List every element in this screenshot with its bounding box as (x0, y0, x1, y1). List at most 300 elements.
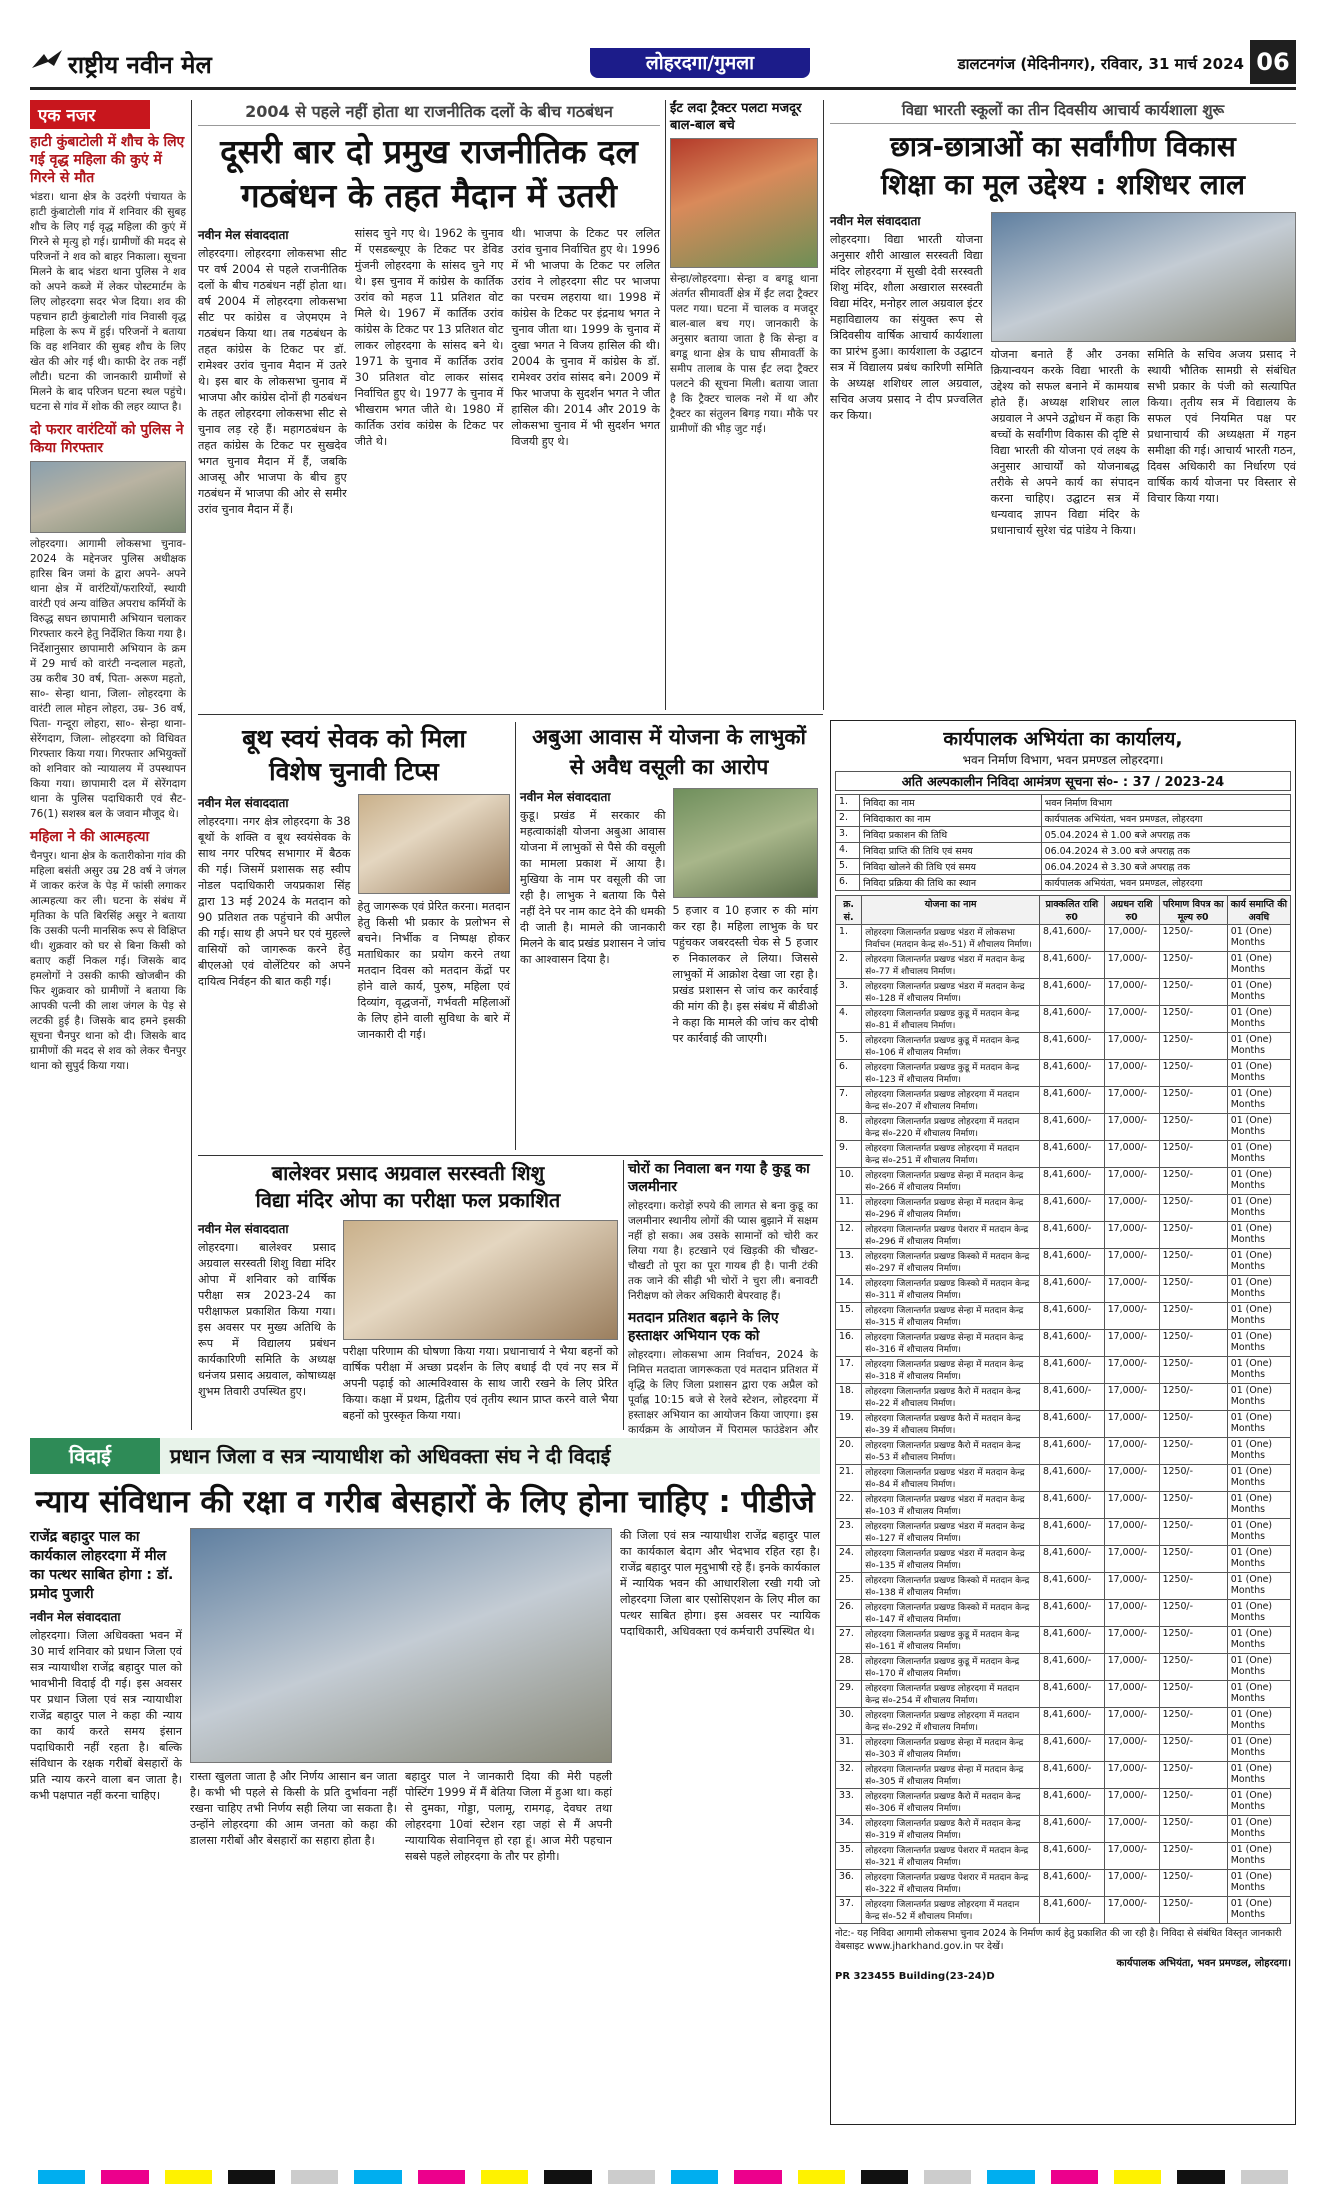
lead-col3: थी। भाजपा के टिकट पर ललित उरांव चुनाव निर्वाचित हुए थे। 1996 में भी भाजपा के टिकट पर ललित उरांव ने लोहरदगा सीट पर भाजपा का परचम लहराया था। 1998 में कांग्रेस के टिकट पर इंद्रनाथ भगत ने चुनाव जीता था। 1999 के चुनाव में दुखा भगत ने विजय हासिल की थी। 2004 के चुनाव में कांग्रेस के डॉ. रामेश्वर उरांव सांसद बने। 2009 में फिर भाजपा के सुदर्शन भगत ने जीत हासिल की। 2014 और 2019 के लोकसभा चुनाव में भी सुदर्शन भगत विजयी हुए थे। (511, 227, 661, 448)
table-cell: 01 (One) Months (1227, 1816, 1290, 1843)
vidai-banner (30, 1438, 820, 1474)
table-cell: लोहरदगा जिलान्तर्गत प्रखण्ड कैरो में मतदान केन्द्र सं०-39 में शौचालय निर्माण। (862, 1411, 1040, 1438)
paper-logo-icon (30, 46, 64, 76)
color-swatch (38, 2170, 85, 2184)
table-cell: 01 (One) Months (1227, 1168, 1290, 1195)
color-swatch (924, 2170, 971, 2184)
chor-story (628, 1160, 818, 1436)
table-cell: 1250/- (1159, 1222, 1227, 1249)
vidai-label: विदाई (69, 1444, 111, 1468)
table-cell: 2. (836, 952, 862, 979)
table-cell: लोहरदगा जिलान्तर्गत प्रखण्ड कैरो में मतदान केन्द्र सं०-22 में शौचालय निर्माण। (862, 1384, 1040, 1411)
table-cell: 17,000/- (1104, 1006, 1159, 1033)
table-cell: 8,41,600/- (1040, 925, 1105, 952)
table-cell: 8,41,600/- (1040, 1303, 1105, 1330)
vidai-side-headline: राजेंद्र बहादुर पाल का कार्यकाल लोहरदगा में मील का पत्थर साबित होगा : डॉ. प्रमोद पुजारी (30, 1529, 174, 1602)
color-swatch (228, 2170, 275, 2184)
table-row (836, 1492, 1291, 1519)
lead-kicker: 2004 से पहले नहीं होता था राजनीतिक दलों के बीच गठबंधन (198, 100, 660, 126)
table-cell: लोहरदगा जिलान्तर्गत प्रखण्ड सेन्हा में मतदान केन्द्र सं०-318 में शौचालय निर्माण। (862, 1357, 1040, 1384)
table-cell: 17,000/- (1104, 1249, 1159, 1276)
table-cell: लोहरदगा जिलान्तर्गत प्रखण्ड भंडरा में मतदान केन्द्र सं०-84 में शौचालय निर्माण। (862, 1465, 1040, 1492)
table-cell: 1250/- (1159, 1546, 1227, 1573)
table-cell: 1250/- (1159, 1654, 1227, 1681)
table-cell: 01 (One) Months (1227, 1681, 1290, 1708)
balesar-headline-2: विद्या मंदिर ओपा का परीक्षा फल प्रकाशित (255, 1188, 561, 1212)
vidai-photo (190, 1528, 612, 1763)
table-cell: लोहरदगा जिलान्तर्गत प्रखण्ड किस्को में मतदान केन्द्र सं०-138 में शौचालय निर्माण। (862, 1573, 1040, 1600)
table-cell: 17,000/- (1104, 1681, 1159, 1708)
table-cell: 7. (836, 1087, 862, 1114)
color-swatch (798, 2170, 845, 2184)
ek-nazar-column (30, 100, 186, 1430)
tender-meta-cell: निविदा प्रकाशन की तिथि (860, 827, 1042, 843)
table-cell: लोहरदगा जिलान्तर्गत प्रखण्ड लोहरदगा में मतदान केन्द्र सं०-220 में शौचालय निर्माण। (862, 1114, 1040, 1141)
table-cell: लोहरदगा जिलान्तर्गत प्रखण्ड भंडरा में लोकसभा निर्वाचन (मतदान केन्द्र सं०-51) में शौचालय निर्माण। (862, 925, 1040, 952)
table-cell: 17,000/- (1104, 1303, 1159, 1330)
table-row (836, 1708, 1291, 1735)
table-cell: 01 (One) Months (1227, 1006, 1290, 1033)
table-cell: 17,000/- (1104, 1357, 1159, 1384)
table-cell: 01 (One) Months (1227, 1600, 1290, 1627)
table-cell: 8,41,600/- (1040, 1519, 1105, 1546)
color-swatch (481, 2170, 528, 2184)
table-row (836, 925, 1291, 952)
color-swatch (1241, 2170, 1288, 2184)
table-cell: 9. (836, 1141, 862, 1168)
table-cell: 1250/- (1159, 1816, 1227, 1843)
section-banner (590, 48, 810, 78)
table-cell: 17,000/- (1104, 1735, 1159, 1762)
color-swatch (1051, 2170, 1098, 2184)
table-cell: 1250/- (1159, 1060, 1227, 1087)
table-cell: 1250/- (1159, 1870, 1227, 1897)
lead-col2: सांसद चुने गए थे। 1962 के चुनाव में एसडब्ल्यूए के टिकट पर डेविड मुंजनी लोहरदगा के सांसद चुने गए थे। इस चुनाव में कांग्रेस के कार्तिक उरांव को महज 11 प्रतिशत वोट मिले थे। 1967 में कार्तिक उरांव कांग्रेस के टिकट पर 13 प्रतिशत वोट लाकर लोहरदगा के सांसद बने थे। 1971 के चुनाव में कार्तिक उरांव 30 प्रतिशत वोट लाकर सांसद निर्वाचित हुए थे। 1977 के चुनाव में भीखराम भगत जीते थे। 1980 में कार्तिक उरांव कांग्रेस के टिकट पर जीते थे। (354, 227, 504, 448)
table-row (836, 1654, 1291, 1681)
vidya-photo (991, 212, 1296, 342)
vidya-byline: नवीन मेल संवाददाता (830, 214, 921, 228)
table-cell: 1250/- (1159, 1249, 1227, 1276)
balesar-headline-1: बालेश्वर प्रसाद अग्रवाल सरस्वती शिशु (271, 1161, 545, 1185)
table-cell: 01 (One) Months (1227, 1222, 1290, 1249)
table-cell: 01 (One) Months (1227, 1276, 1290, 1303)
tender-meta-cell: निविदाकारा का नाम (860, 811, 1042, 827)
table-cell: लोहरदगा जिलान्तर्गत प्रखण्ड सेन्हा में मतदान केन्द्र सं०-315 में शौचालय निर्माण। (862, 1303, 1040, 1330)
table-row (836, 1546, 1291, 1573)
table-row (836, 1195, 1291, 1222)
table-cell: 1250/- (1159, 1114, 1227, 1141)
table-cell: 8,41,600/- (1040, 1600, 1105, 1627)
ek-nazar-story3-headline: महिला ने की आत्महत्या (30, 829, 150, 845)
table-cell: 17,000/- (1104, 1168, 1159, 1195)
table-cell: 01 (One) Months (1227, 1465, 1290, 1492)
table-cell: लोहरदगा जिलान्तर्गत प्रखण्ड पेशरार में मतदान केन्द्र सं०-321 में शौचालय निर्माण। (862, 1843, 1040, 1870)
table-row (836, 1249, 1291, 1276)
table-row (836, 1843, 1291, 1870)
table-cell: 1250/- (1159, 1627, 1227, 1654)
table-cell: 01 (One) Months (1227, 1708, 1290, 1735)
vidai-byline: नवीन मेल संवाददाता (30, 1610, 121, 1624)
table-cell: 1250/- (1159, 1681, 1227, 1708)
lead-story (198, 100, 660, 710)
table-row (836, 1573, 1291, 1600)
table-cell: 1250/- (1159, 1600, 1227, 1627)
table-cell: 17,000/- (1104, 1033, 1159, 1060)
table-cell: 1250/- (1159, 1141, 1227, 1168)
lead-byline: नवीन मेल संवाददाता (198, 228, 289, 242)
table-cell: 8,41,600/- (1040, 1411, 1105, 1438)
tender-meta-cell: 5. (836, 859, 860, 875)
abua-col1: कुडू। प्रखंड में सरकार की महत्वाकांक्षी योजना अबुआ आवास योजना में लाभुकों से पैसे की वसूली का मामला प्रकाश में आया है। मुखिया के नाम पर वसूली की जा रही है। लाभुक ने बताया कि पैसे नहीं देने पर नाम काट देने की धमकी दी जाती है। मामले की जानकारी मिलने के बाद प्रखंड प्रशासन ने जांच का आश्वासन दिया है। (520, 809, 666, 966)
table-cell: 8,41,600/- (1040, 1789, 1105, 1816)
abua-headline-1: अबुआ आवास में योजना के लाभुकों (532, 725, 806, 749)
table-cell: 17,000/- (1104, 1141, 1159, 1168)
table-row (836, 1303, 1291, 1330)
table-cell: 01 (One) Months (1227, 1249, 1290, 1276)
table-cell: लोहरदगा जिलान्तर्गत प्रखण्ड कुडू में मतदान केन्द्र सं०-81 में शौचालय निर्माण। (862, 1006, 1040, 1033)
table-cell: 8,41,600/- (1040, 1627, 1105, 1654)
lead-headline-2: गठबंधन के तहत मैदान में उतरी (241, 176, 617, 215)
table-cell: लोहरदगा जिलान्तर्गत प्रखण्ड किस्को में मतदान केन्द्र सं०-311 में शौचालय निर्माण। (862, 1276, 1040, 1303)
table-row (836, 1033, 1291, 1060)
table-cell: लोहरदगा जिलान्तर्गत प्रखण्ड लोहरदगा में मतदान केन्द्र सं०-254 में शौचालय निर्माण। (862, 1681, 1040, 1708)
table-cell: 01 (One) Months (1227, 1438, 1290, 1465)
abua-story (520, 722, 818, 1150)
table-cell: 01 (One) Months (1227, 1870, 1290, 1897)
table-row (836, 1411, 1291, 1438)
table-cell: 10. (836, 1168, 862, 1195)
table-cell: 17,000/- (1104, 952, 1159, 979)
table-cell: 01 (One) Months (1227, 1384, 1290, 1411)
table-cell: 15. (836, 1303, 862, 1330)
booth-col2: हेतु जागरूक एवं प्रेरित करना। मतदान हेतु किसी भी प्रकार के प्रलोभन से बचने। निर्भीक व निष्पक्ष होकर मताधिकार का प्रयोग करने तथा मतदान दिवस को मतदान केंद्रों पर होने वाले कार्य, पुरुष, महिला एवं दिव्यांग, वृद्धजनों, गर्भवती महिलाओं के लिए होने वाली सुविधा के बारे में जानकारी दी गई। (357, 900, 510, 1041)
table-cell: 1250/- (1159, 1276, 1227, 1303)
table-row (836, 1519, 1291, 1546)
table-row (836, 1330, 1291, 1357)
table-row (836, 1087, 1291, 1114)
table-cell: 1250/- (1159, 1789, 1227, 1816)
table-cell: 1250/- (1159, 1330, 1227, 1357)
table-cell: 17,000/- (1104, 1384, 1159, 1411)
table-cell: 1250/- (1159, 1762, 1227, 1789)
ek-nazar-story2-body: लोहरदगा। आगामी लोकसभा चुनाव- 2024 के मद्देनजर पुलिस अधीक्षक हारिस बिन जमां के द्वारा अपने- अपने थाना क्षेत्र में वारंटियों/फरारियों, स्थायी वारंटी एवं अन्य वांछित अपराध कर्मियों के विरुद्ध सघन छापामारी अभियान चलाकर गिरफ्तार करने हेतु निर्देशित किया गया है। निर्देशानुसार छापामारी अभियान के क्रम में 29 मार्च को वारंटी नन्दलाल महतो, उम्र करीब 30 वर्ष, पिता- अरूण महतो, सा०- सेन्हा थाना, जिला- लोहरदगा के वारंटी लाल मोहन लोहरा, उम्र- 36 वर्ष, पिता- गन्दूरा लोहरा, सा०- सेन्हा थाना- सेरेंगदाग, जिला- लोहरदगा को विधिवत गिरफ्तार किया गया। गिरफ्तार अभियुक्तों को शनिवार को न्यायालय में उपस्थापन किया गया। छापामारी दल में सेरेंगदाग थाना के पुलिस पदाधिकारी एवं सैट- 76(1) सशस्त्र बल के जवान मौजूद थे। (30, 538, 186, 820)
color-swatch (165, 2170, 212, 2184)
table-cell: 1250/- (1159, 1492, 1227, 1519)
tractor-body: सेन्हा/लोहरदगा। सेन्हा व बगडू थाना अंतर्गत सीमावर्ती क्षेत्र में ईंट लदा ट्रैक्टर पलट गया। घटना में चालक व मजदूर बाल-बाल बच गए। जानकारी के अनुसार बताया जाता है कि सेन्हा व बगडू थाना क्षेत्र के घाघ सीमावर्ती के समीप तालाब के पास ईंट लदा ट्रैक्टर पलटने की सूचना मिली। बताया जाता है कि ट्रैक्टर चालक नशे में था और ट्रैक्टर का संतुलन बिगड़ गया। मौके पर ग्रामीणों की भीड़ जुट गई। (670, 273, 818, 435)
table-cell: 1250/- (1159, 1573, 1227, 1600)
table-cell: 8,41,600/- (1040, 1060, 1105, 1087)
table-cell: 01 (One) Months (1227, 1735, 1290, 1762)
color-swatch (671, 2170, 718, 2184)
lead-headline-1: दूसरी बार दो प्रमुख राजनीतिक दल (220, 132, 638, 171)
table-cell: 17,000/- (1104, 1330, 1159, 1357)
table-cell: 01 (One) Months (1227, 1843, 1290, 1870)
table-row (836, 1816, 1291, 1843)
table-row (836, 1627, 1291, 1654)
tender-meta-cell: निविदा खोलने की तिथि एवं समय (860, 859, 1042, 875)
table-cell: 1250/- (1159, 1033, 1227, 1060)
table-cell: 17,000/- (1104, 925, 1159, 952)
table-cell: 17,000/- (1104, 1654, 1159, 1681)
table-row (836, 1222, 1291, 1249)
table-cell: 01 (One) Months (1227, 1033, 1290, 1060)
vidai-kicker (160, 1438, 820, 1474)
tender-meta-cell: कार्यपालक अभियंता, भवन प्रमण्डल, लोहरदगा (1041, 811, 1290, 827)
table-cell: 1250/- (1159, 1843, 1227, 1870)
table-cell: 8,41,600/- (1040, 952, 1105, 979)
table-cell: 13. (836, 1249, 862, 1276)
tender-column-header: योजना का नाम (862, 896, 1040, 925)
table-cell: 17,000/- (1104, 1519, 1159, 1546)
table-cell: 8,41,600/- (1040, 1708, 1105, 1735)
booth-story (198, 722, 510, 1150)
vidai-col4: की जिला एवं सत्र न्यायाधीश राजेंद्र बहादुर पाल का कार्यकाल बेदाग और भेदभाव रहित रहा है। राजेंद्र बहादुर पाल मृदुभाषी रहे हैं। इनके कार्यकाल में न्यायिक भवन की आधारशिला रखी गयी जो लोहरदगा जिला बार एसोसिएशन के लिए मील का पत्थर साबित होगा। इस अवसर पर न्यायिक पदाधिकारी, अधिवक्ता एवं कर्मचारी उपस्थित थे। (620, 1529, 820, 1638)
table-cell: 4. (836, 1006, 862, 1033)
tender-pr-number: PR 323455 Building(23-24)D (835, 1971, 995, 1982)
table-cell: 17,000/- (1104, 1789, 1159, 1816)
tender-meta-cell: निविदा का नाम (860, 795, 1042, 811)
table-cell: 8,41,600/- (1040, 1276, 1105, 1303)
table-cell: 36. (836, 1870, 862, 1897)
table-cell: लोहरदगा जिलान्तर्गत प्रखण्ड किस्को में मतदान केन्द्र सं०-297 में शौचालय निर्माण। (862, 1249, 1040, 1276)
table-cell: 8,41,600/- (1040, 1573, 1105, 1600)
table-cell: 8,41,600/- (1040, 1546, 1105, 1573)
table-cell: 23. (836, 1519, 862, 1546)
table-cell: 1250/- (1159, 1006, 1227, 1033)
tender-signature: कार्यपालक अभियंता, भवन प्रमण्डल, लोहरदगा। (1116, 1958, 1291, 1969)
tender-meta-row (836, 843, 1291, 859)
table-cell: 27. (836, 1627, 862, 1654)
table-cell: 17,000/- (1104, 979, 1159, 1006)
table-cell: 17. (836, 1357, 862, 1384)
table-cell: 17,000/- (1104, 1870, 1159, 1897)
tender-column-header: क्र. सं. (836, 896, 862, 925)
table-cell: 8,41,600/- (1040, 979, 1105, 1006)
tender-meta-cell: 1. (836, 795, 860, 811)
table-cell: 01 (One) Months (1227, 1654, 1290, 1681)
table-cell: लोहरदगा जिलान्तर्गत प्रखण्ड कैरो में मतदान केन्द्र सं०-306 में शौचालय निर्माण। (862, 1789, 1040, 1816)
table-cell: 34. (836, 1816, 862, 1843)
color-swatch (987, 2170, 1034, 2184)
table-cell: 29. (836, 1681, 862, 1708)
table-cell: 8,41,600/- (1040, 1168, 1105, 1195)
table-cell: लोहरदगा जिलान्तर्गत प्रखण्ड लोहरदगा में मतदान केन्द्र सं०-251 में शौचालय निर्माण। (862, 1141, 1040, 1168)
table-row (836, 1141, 1291, 1168)
color-swatch (418, 2170, 465, 2184)
table-cell: 8,41,600/- (1040, 1195, 1105, 1222)
table-cell: 19. (836, 1411, 862, 1438)
balesar-story (198, 1160, 618, 1430)
table-cell: 8. (836, 1114, 862, 1141)
table-row (836, 979, 1291, 1006)
chor-body: लोहरदगा। करोड़ों रुपये की लागत से बना कुडू का जलमीनार स्थानीय लोगों की प्यास बुझाने में सक्षम नहीं हो सका। अब उसके सामानों को चोरी कर लिया गया है। हटखाने एवं खिड़की की चौखट- चौखटी तो पूरा का पूरा गायब ही है। पानी टंकी तक जाने की सीढ़ी भी चोरों ने चुरा ली। बनावटी निरीक्षण को लेकर अधिकारी बेपरवाह हैं। (628, 1200, 818, 1302)
table-cell: 1250/- (1159, 1087, 1227, 1114)
table-cell: 1250/- (1159, 1735, 1227, 1762)
table-cell: लोहरदगा जिलान्तर्गत प्रखण्ड कैरो में मतदान केन्द्र सं०-319 में शौचालय निर्माण। (862, 1816, 1040, 1843)
table-cell: 8,41,600/- (1040, 1249, 1105, 1276)
table-row (836, 1384, 1291, 1411)
table-cell: 3. (836, 979, 862, 1006)
color-swatch (544, 2170, 591, 2184)
tender-notice (830, 720, 1296, 2125)
vidai-story (30, 1528, 820, 2128)
masthead (30, 40, 1296, 90)
tender-column-header: प्राक्कलित राशि रु0 (1040, 896, 1105, 925)
table-cell: 01 (One) Months (1227, 1492, 1290, 1519)
ek-nazar-story1-body: भंडरा। थाना क्षेत्र के उदरंगी पंचायत के हाटी कुंबाटोली गांव में शनिवार की सुबह शौच के लिए गई वृद्ध महिला की कुएं में गिरने से मृत्यु हो गई। ग्रामीणों की मदद से परिजनों ने शव को बाहर निकाला। सूचना मिलने के बाद भंडरा थाना पुलिस ने शव को अपने कब्जे में लेकर पोस्टमार्टम के लिए लोहरदगा सदर भेज दिया। शव की पहचान हाटी कुंबाटोली गांव निवासी वृद्ध महिला के रूप में हुई। परिजनों ने बताया कि वह शनिवार की सुबह शौच के लिए खेत की ओर गई थी। काफी देर तक नहीं लौटी। घटना की जानकारी ग्रामीणों से मिलने के बाद परिजन घटना स्थल पहुंचे। घटना से गांव में शोक की लहर व्याप्त है। (30, 191, 186, 413)
table-cell: 01 (One) Months (1227, 1087, 1290, 1114)
table-cell: 1250/- (1159, 1519, 1227, 1546)
table-cell: 1250/- (1159, 1897, 1227, 1924)
page-number: 06 (1250, 40, 1296, 84)
abua-col2: 5 हजार व 10 हजार रु की मांग कर रहा है। महिला लाभुक के घर पहुंचकर जबरदस्ती चेक से 5 हजार रु निकालकर ले लिया। जिससे लाभुकों में आक्रोश देखा जा रहा है। प्रखंड प्रशासन से जांच कर कार्रवाई की मांग की है। इस संबंध में बीडीओ ने कहा कि मामले की जांच कर दोषी पर कार्रवाई की जाएगी। (672, 904, 818, 1045)
table-cell: 01 (One) Months (1227, 1897, 1290, 1924)
table-cell: 17,000/- (1104, 1492, 1159, 1519)
table-cell: लोहरदगा जिलान्तर्गत प्रखण्ड भंडरा में मतदान केन्द्र सं०-77 में शौचालय निर्माण। (862, 952, 1040, 979)
table-cell: 1250/- (1159, 1465, 1227, 1492)
table-cell: 01 (One) Months (1227, 1330, 1290, 1357)
table-cell: 8,41,600/- (1040, 1438, 1105, 1465)
table-cell: 25. (836, 1573, 862, 1600)
table-cell: 12. (836, 1222, 862, 1249)
table-cell: 6. (836, 1060, 862, 1087)
matdan-body: लोहरदगा। लोकसभा आम निर्वाचन, 2024 के निमित्त मतदाता जागरूकता एवं मतदान प्रतिशत में वृद्धि के लिए जिला प्रशासन द्वारा एक अप्रैल को पूर्वाह्न 10:15 बजे से रेलवे स्टेशन, लोहरदगा में हस्ताक्षर अभियान का आयोजन किया जाएगा। इस कार्यक्रम के आयोजन में पिरामल फाउंडेशन और (628, 1349, 818, 1436)
tender-footnote: नोट:- यह निविदा आगामी लोकसभा चुनाव 2024 के निर्माण कार्य हेतु प्रकाशित की जा रही है। निविदा से संबंधित विस्तृत जानकारी वेबसाइट www.jharkhand.gov.in पर देखें। (835, 1928, 1282, 1952)
table-cell: 17,000/- (1104, 1465, 1159, 1492)
balesar-photo (343, 1220, 618, 1340)
tractor-headline: ईंट लदा ट्रैक्टर पलटा मजदूर बाल-बाल बचे (670, 101, 802, 133)
tender-meta-cell: 06.04.2024 से 3.00 बजे अपराह्न तक (1041, 843, 1290, 859)
table-cell: 37. (836, 1897, 862, 1924)
table-cell: लोहरदगा जिलान्तर्गत प्रखण्ड भंडरा में मतदान केन्द्र सं०-128 में शौचालय निर्माण। (862, 979, 1040, 1006)
abua-byline: नवीन मेल संवाददाता (520, 790, 611, 804)
table-cell: 8,41,600/- (1040, 1384, 1105, 1411)
table-row (836, 1114, 1291, 1141)
tender-meta-row (836, 795, 1291, 811)
table-cell: 17,000/- (1104, 1222, 1159, 1249)
table-cell: लोहरदगा जिलान्तर्गत प्रखण्ड पेशरार में मतदान केन्द्र सं०-296 में शौचालय निर्माण। (862, 1222, 1040, 1249)
table-cell: 8,41,600/- (1040, 1033, 1105, 1060)
table-row (836, 1006, 1291, 1033)
table-cell: 1250/- (1159, 979, 1227, 1006)
tender-meta-cell: 06.04.2024 से 3.30 बजे अपराह्न तक (1041, 859, 1290, 875)
table-cell: लोहरदगा जिलान्तर्गत प्रखण्ड सेन्हा में मतदान केन्द्र सं०-303 में शौचालय निर्माण। (862, 1735, 1040, 1762)
table-cell: लोहरदगा जिलान्तर्गत प्रखण्ड कुडू में मतदान केन्द्र सं०-161 में शौचालय निर्माण। (862, 1627, 1040, 1654)
matdan-headline: मतदान प्रतिशत बढ़ाने के लिए हस्ताक्षर अभियान एक को (628, 1310, 779, 1344)
tender-meta-cell: 05.04.2024 से 1.00 बजे अपराह्न तक (1041, 827, 1290, 843)
table-cell: 1250/- (1159, 925, 1227, 952)
table-cell: 8,41,600/- (1040, 1897, 1105, 1924)
table-row (836, 1357, 1291, 1384)
table-cell: 17,000/- (1104, 1708, 1159, 1735)
ek-nazar-story3-body: चैनपुर। थाना क्षेत्र के कतारीकोना गांव की महिला बसंती असुर उम्र 28 वर्ष ने जंगल में जाकर करंज के पेड़ में फांसी लगाकर आत्महत्या कर ली। घटना के संबंध में मृतिका के पति बिरसिंह असुर ने बताया कि उसकी पत्नी मानसिक रूप से विक्षिप्त थी। शुक्रवार को घर से बिना किसी को बताए कहीं निकल गई। जिसके बाद हमलोगों ने उसकी काफी खोजबीन की फिर शुक्रवार को ग्रामीणों ने बताया कि आपकी पत्नी की लाश जंगल के पेड़ से लटकी हुई है। जिसके बाद हमने इसकी सूचना चैनपुर थाना को दी। जिसके बाद ग्रामीणों की मदद से शव को लेकर चैनपुर थाना को सुपुर्द किया गया। (30, 850, 186, 1072)
table-cell: 17,000/- (1104, 1060, 1159, 1087)
table-cell: 1250/- (1159, 1168, 1227, 1195)
table-cell: 33. (836, 1789, 862, 1816)
vidya-col3: समिति के सचिव अजय प्रसाद ने स्थायी भौतिक सामग्री से संबंधित सभी प्रकार के पंजी को सत्यापित किया। तृतीय सत्र में विद्यालय के सफल एवं नियमित पक्ष पर प्रधानाचार्य की अध्यक्षता में गहन समीक्षा की गई। आचार्य भारती गठन, दिवस अधिकारी का निर्धारण एवं वार्षिक कार्य योजना पर विस्तार से विचार किया गया। (1147, 348, 1297, 505)
vidya-col2: योजना बनाते हैं और उनका क्रियान्वयन करके विद्या भारती के उद्देश्य को सफल बनाने में कामयाब होते हैं। अध्यक्ष शशिधर लाल अग्रवाल ने अपने उद्बोधन में कहा कि बच्चों के सर्वांगीण विकास की दृष्टि से विद्या भारती की योजना एवं लक्ष्य के अनुसार आचार्यों को योजनाबद्ध तरीके से अपने कार्य का संपादन करना चाहिए। उद्घाटन सत्र में धन्यवाद ज्ञापन विद्या मंदिर के प्रधानाचार्य सुरेश चंद्र पांडेय ने किया। (990, 348, 1140, 537)
table-cell: लोहरदगा जिलान्तर्गत प्रखण्ड कुडू में मतदान केन्द्र सं०-106 में शौचालय निर्माण। (862, 1033, 1040, 1060)
booth-headline-2: विशेष चुनावी टिप्स (269, 757, 439, 786)
table-cell: 8,41,600/- (1040, 1870, 1105, 1897)
vidai-headline: न्याय संविधान की रक्षा व गरीब बेसहारों के लिए होना चाहिए : पीडीजे (35, 1484, 815, 1520)
vidya-bharti-story (830, 100, 1296, 710)
table-cell: 8,41,600/- (1040, 1681, 1105, 1708)
table-cell: 32. (836, 1762, 862, 1789)
table-cell: लोहरदगा जिलान्तर्गत प्रखण्ड कुडू में मतदान केन्द्र सं०-123 में शौचालय निर्माण। (862, 1060, 1040, 1087)
balesar-col2: परीक्षा परिणाम की घोषणा किया गया। प्रधानाचार्य ने भैया बहनों को वार्षिक परीक्षा में अच्छा प्रदर्शन के लिए बधाई दी एवं नए सत्र में अपनी पढ़ाई को आत्मविश्वास के साथ जारी रखने के लिए प्रेरित किया। कक्षा में प्रथम, द्वितीय एवं तृतीय स्थान प्राप्त करने वाले भैया बहनों को पुरस्कृत किया गया। (342, 1345, 618, 1422)
chor-headline: चोरों का निवाला बन गया है कुडू का जलमीनार (628, 1161, 810, 1195)
vidya-kicker: विद्या भारती स्कूलों का तीन दिवसीय आचार्य कार्यशाला शुरू (830, 100, 1296, 124)
table-cell: 01 (One) Months (1227, 1519, 1290, 1546)
table-cell: 17,000/- (1104, 1546, 1159, 1573)
tender-notice-no: अति अल्पकालीन निविदा आमंत्रण सूचना सं०- : 37 / 2023-24 (835, 771, 1291, 791)
color-swatch (101, 2170, 148, 2184)
tender-office: कार्यपालक अभियंता का कार्यालय, (943, 728, 1183, 750)
abua-headline-2: से अवैध वसूली का आरोप (569, 755, 769, 779)
table-cell: 18. (836, 1384, 862, 1411)
table-cell: 1250/- (1159, 952, 1227, 979)
table-cell: 17,000/- (1104, 1438, 1159, 1465)
abua-photo (673, 788, 819, 898)
tender-meta-row (836, 811, 1291, 827)
table-row (836, 1600, 1291, 1627)
color-swatch (291, 2170, 338, 2184)
table-cell: 31. (836, 1735, 862, 1762)
tractor-story (670, 100, 818, 710)
table-cell: 17,000/- (1104, 1843, 1159, 1870)
table-cell: 01 (One) Months (1227, 1627, 1290, 1654)
tender-meta-cell: निविदा प्रक्रिया की तिथि का स्थान (860, 875, 1042, 891)
table-cell: 21. (836, 1465, 862, 1492)
table-cell: लोहरदगा जिलान्तर्गत प्रखण्ड लोहरदगा में मतदान केन्द्र सं०-52 में शौचालय निर्माण। (862, 1897, 1040, 1924)
tender-meta-cell: 4. (836, 843, 860, 859)
booth-byline: नवीन मेल संवाददाता (198, 796, 289, 810)
table-cell: 17,000/- (1104, 1600, 1159, 1627)
ek-nazar-story1-headline: हाटी कुंबाटोली में शौच के लिए गई वृद्ध महिला की कुएं में गिरने से मौत (30, 134, 185, 186)
tender-column-header: अग्रधन राशि रु0 (1104, 896, 1159, 925)
tender-works-table (835, 895, 1291, 1924)
vidai-kicker-text: प्रधान जिला व सत्र न्यायाधीश को अधिवक्ता संघ ने दी विदाई (170, 1444, 611, 1468)
table-cell: 8,41,600/- (1040, 1762, 1105, 1789)
table-cell: 01 (One) Months (1227, 952, 1290, 979)
color-swatch (861, 2170, 908, 2184)
table-cell: लोहरदगा जिलान्तर्गत प्रखण्ड लोहरदगा में मतदान केन्द्र सं०-207 में शौचालय निर्माण। (862, 1087, 1040, 1114)
table-row (836, 1438, 1291, 1465)
balesar-col1: लोहरदगा। बालेश्वर प्रसाद अग्रवाल सरस्वती शिशु विद्या मंदिर ओपा में शनिवार को वार्षिक परीक्षा सत्र 2023-24 का परीक्षाफल प्रकाशित किया गया। इस अवसर पर मुख्य अतिथि के रूप में विद्यालय प्रबंधन कार्यकारिणी समिति के अध्यक्ष धनंजय प्रसाद अग्रवाल, कोषाध्यक्ष शुभम तिवारी उपस्थित हुए। (198, 1241, 336, 1398)
table-cell: 17,000/- (1104, 1411, 1159, 1438)
tender-meta-row (836, 859, 1291, 875)
table-cell: 8,41,600/- (1040, 1735, 1105, 1762)
vidya-col1: लोहरदगा। विद्या भारती योजना अनुसार शौरी आखाल सरस्वती विद्या मंदिर लोहरदगा में सुखी देवी सरस्वती शिशु मंदिर, शौला अखाराल सरस्वती विद्या मंदिर, मनोहर लाल अग्रवाल इंटर महाविद्यालय का संयुक्त रूप से त्रिदिवसीय वार्षिक आचार्य कार्यशाला का प्रारंभ हुआ। कार्यशाला के उद्घाटन सत्र में विद्यालय प्रबंध कारिणी समिति के अध्यक्ष शशिधर लाल अग्रवाल, सचिव अजय प्रसाद ने दीप प्रज्वलित कर किया। (830, 233, 983, 422)
table-cell: 30. (836, 1708, 862, 1735)
table-cell: 8,41,600/- (1040, 1357, 1105, 1384)
table-cell: 16. (836, 1330, 862, 1357)
paper-name: राष्ट्रीय नवीन मेल (68, 50, 212, 79)
tender-column-header: कार्य समाप्ति की अवधि (1227, 896, 1290, 925)
table-row (836, 952, 1291, 979)
table-cell: 14. (836, 1276, 862, 1303)
table-cell: लोहरदगा जिलान्तर्गत प्रखण्ड सेन्हा में मतदान केन्द्र सं०-316 में शौचालय निर्माण। (862, 1330, 1040, 1357)
table-cell: लोहरदगा जिलान्तर्गत प्रखण्ड लोहरदगा में मतदान केन्द्र सं०-292 में शौचालय निर्माण। (862, 1708, 1040, 1735)
table-row (836, 1735, 1291, 1762)
color-swatch (354, 2170, 401, 2184)
table-cell: 17,000/- (1104, 1816, 1159, 1843)
table-cell: 8,41,600/- (1040, 1222, 1105, 1249)
tender-dept: भवन निर्माण विभाग, भवन प्रमण्डल लोहरदगा। (962, 753, 1164, 767)
table-cell: 8,41,600/- (1040, 1654, 1105, 1681)
tender-meta-cell: 6. (836, 875, 860, 891)
